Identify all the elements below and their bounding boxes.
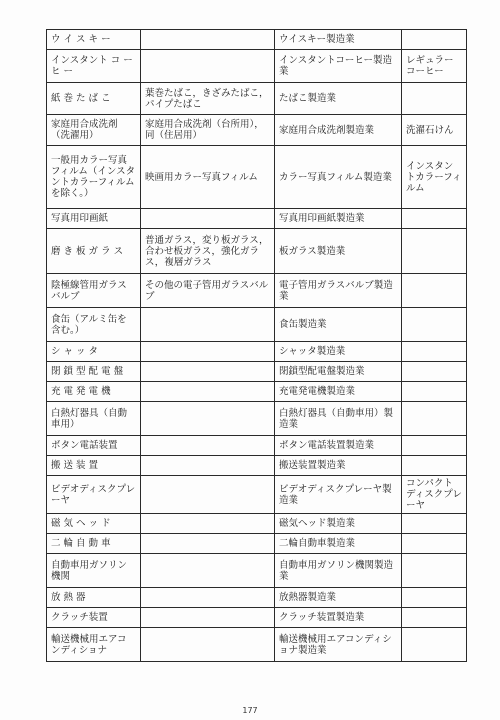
related-products-cell: 家庭用合成洗剤（台所用），同（住居用） <box>141 115 275 146</box>
related-products-cell <box>141 514 275 534</box>
industry-name-cell: シャッタ製造業 <box>275 342 402 362</box>
product-name-cell: 放 熱 器 <box>47 588 141 608</box>
table-row <box>47 402 467 436</box>
industry-name-cell: 輸送機械用エアコンディショナ製造業 <box>275 628 402 662</box>
industry-name-cell: インスタントコーヒー製造業 <box>275 50 402 83</box>
product-name-cell: 紙 巻 た ば こ <box>47 83 141 115</box>
note-cell <box>402 362 467 382</box>
table-body <box>47 30 467 662</box>
table-row <box>47 456 467 476</box>
industry-name-cell: 食缶製造業 <box>275 308 402 342</box>
product-name-cell: 磨 き 板 ガ ラ ス <box>47 229 141 274</box>
product-name-cell: 搬 送 装 置 <box>47 456 141 476</box>
product-name-cell: 一般用カラー写真フィルム（インスタントカラーフィルムを除く。） <box>47 146 141 209</box>
table-row <box>47 362 467 382</box>
related-products-cell <box>141 456 275 476</box>
industry-name-cell: クラッチ装置製造業 <box>275 608 402 628</box>
related-products-cell <box>141 436 275 456</box>
table-row <box>47 534 467 554</box>
table-row <box>47 382 467 402</box>
note-cell <box>402 554 467 588</box>
product-name-cell: シ ャ ッ タ <box>47 342 141 362</box>
product-name-cell: 家庭用合成洗剤（洗濯用） <box>47 115 141 146</box>
product-name-cell: クラッチ装置 <box>47 608 141 628</box>
table-row <box>47 115 467 146</box>
table-row <box>47 514 467 534</box>
industry-name-cell: ウイスキー製造業 <box>275 30 402 50</box>
industry-name-cell: 板ガラス製造業 <box>275 229 402 274</box>
note-cell <box>402 382 467 402</box>
note-cell <box>402 30 467 50</box>
product-name-cell: ボタン電話装置 <box>47 436 141 456</box>
note-cell: インスタントカラーフィルム <box>402 146 467 209</box>
product-name-cell: ビデオディスクプレーヤ <box>47 476 141 514</box>
note-cell <box>402 342 467 362</box>
note-cell <box>402 436 467 456</box>
table-row <box>47 30 467 50</box>
note-cell <box>402 456 467 476</box>
table-row <box>47 83 467 115</box>
product-name-cell: 輸送機械用エアコンディショナ <box>47 628 141 662</box>
industry-name-cell: ボタン電話装置製造業 <box>275 436 402 456</box>
product-name-cell: ウ イ ス キ ー <box>47 30 141 50</box>
industry-name-cell: たばこ製造業 <box>275 83 402 115</box>
table-row <box>47 608 467 628</box>
related-products-cell: 普通ガラス，変り板ガラス，合わせ板ガラス，強化ガラス，複層ガラス <box>141 229 275 274</box>
product-name-cell: 白熱灯器具（自動車用） <box>47 402 141 436</box>
industry-name-cell: カラー写真フィルム製造業 <box>275 146 402 209</box>
industry-name-cell: 放熱器製造業 <box>275 588 402 608</box>
related-products-cell <box>141 382 275 402</box>
industry-name-cell: 二輪自動車製造業 <box>275 534 402 554</box>
related-products-cell <box>141 402 275 436</box>
product-name-cell: 写真用印画紙 <box>47 209 141 229</box>
note-cell <box>402 229 467 274</box>
product-name-cell: 陰極線管用ガラスバルブ <box>47 274 141 308</box>
related-products-cell <box>141 209 275 229</box>
industry-name-cell: 充電発電機製造業 <box>275 382 402 402</box>
product-name-cell: インスタント コ ー ヒ ー <box>47 50 141 83</box>
note-cell <box>402 274 467 308</box>
product-name-cell: 充 電 発 電 機 <box>47 382 141 402</box>
industry-name-cell: 写真用印画紙製造業 <box>275 209 402 229</box>
table-row <box>47 554 467 588</box>
related-products-cell <box>141 476 275 514</box>
page-number: 177 <box>242 706 258 715</box>
industry-name-cell: ビデオディスクプレーヤ製造業 <box>275 476 402 514</box>
table-row <box>47 588 467 608</box>
table-row <box>47 229 467 274</box>
industry-name-cell: 家庭用合成洗剤製造業 <box>275 115 402 146</box>
industry-name-cell: 磁気ヘッド製造業 <box>275 514 402 534</box>
note-cell <box>402 83 467 115</box>
table-row <box>47 342 467 362</box>
table-row <box>47 308 467 342</box>
industry-name-cell: 白熱灯器具（自動車用）製造業 <box>275 402 402 436</box>
related-products-cell <box>141 628 275 662</box>
product-name-cell: 自動車用ガソリン機関 <box>47 554 141 588</box>
note-cell: レギュラーコーヒー <box>402 50 467 83</box>
note-cell <box>402 209 467 229</box>
note-cell <box>402 308 467 342</box>
related-products-cell: 映画用カラー写真フィルム <box>141 146 275 209</box>
related-products-cell <box>141 50 275 83</box>
table-row <box>47 628 467 662</box>
related-products-cell <box>141 342 275 362</box>
table-row <box>47 50 467 83</box>
industry-name-cell: 搬送装置製造業 <box>275 456 402 476</box>
related-products-cell: その他の電子管用ガラスバルブ <box>141 274 275 308</box>
table-row <box>47 209 467 229</box>
note-cell <box>402 628 467 662</box>
table-row <box>47 476 467 514</box>
related-products-cell <box>141 588 275 608</box>
related-products-cell <box>141 534 275 554</box>
product-name-cell: 二 輪 自 動 車 <box>47 534 141 554</box>
note-cell <box>402 588 467 608</box>
industry-name-cell: 自動車用ガソリン機関製造業 <box>275 554 402 588</box>
related-products-cell <box>141 608 275 628</box>
related-products-cell <box>141 30 275 50</box>
product-name-cell: 磁 気 ヘ ッ ド <box>47 514 141 534</box>
table-row <box>47 146 467 209</box>
note-cell <box>402 402 467 436</box>
product-name-cell: 食缶（アルミ缶を含む。） <box>47 308 141 342</box>
related-products-cell <box>141 554 275 588</box>
note-cell <box>402 514 467 534</box>
industry-name-cell: 電子管用ガラスバルブ製造業 <box>275 274 402 308</box>
related-products-cell: 葉巻たばこ，きざみたばこ，パイプたばこ <box>141 83 275 115</box>
related-products-cell <box>141 308 275 342</box>
note-cell: コンパクトディスクプレーヤ <box>402 476 467 514</box>
table-row <box>47 274 467 308</box>
note-cell <box>402 608 467 628</box>
industry-name-cell: 閉鎖型配電盤製造業 <box>275 362 402 382</box>
table-row <box>47 436 467 456</box>
related-products-cell <box>141 362 275 382</box>
note-cell: 洗濯石けん <box>402 115 467 146</box>
note-cell <box>402 534 467 554</box>
product-name-cell: 閉 鎖 型 配 電 盤 <box>47 362 141 382</box>
product-industry-table <box>46 29 467 662</box>
